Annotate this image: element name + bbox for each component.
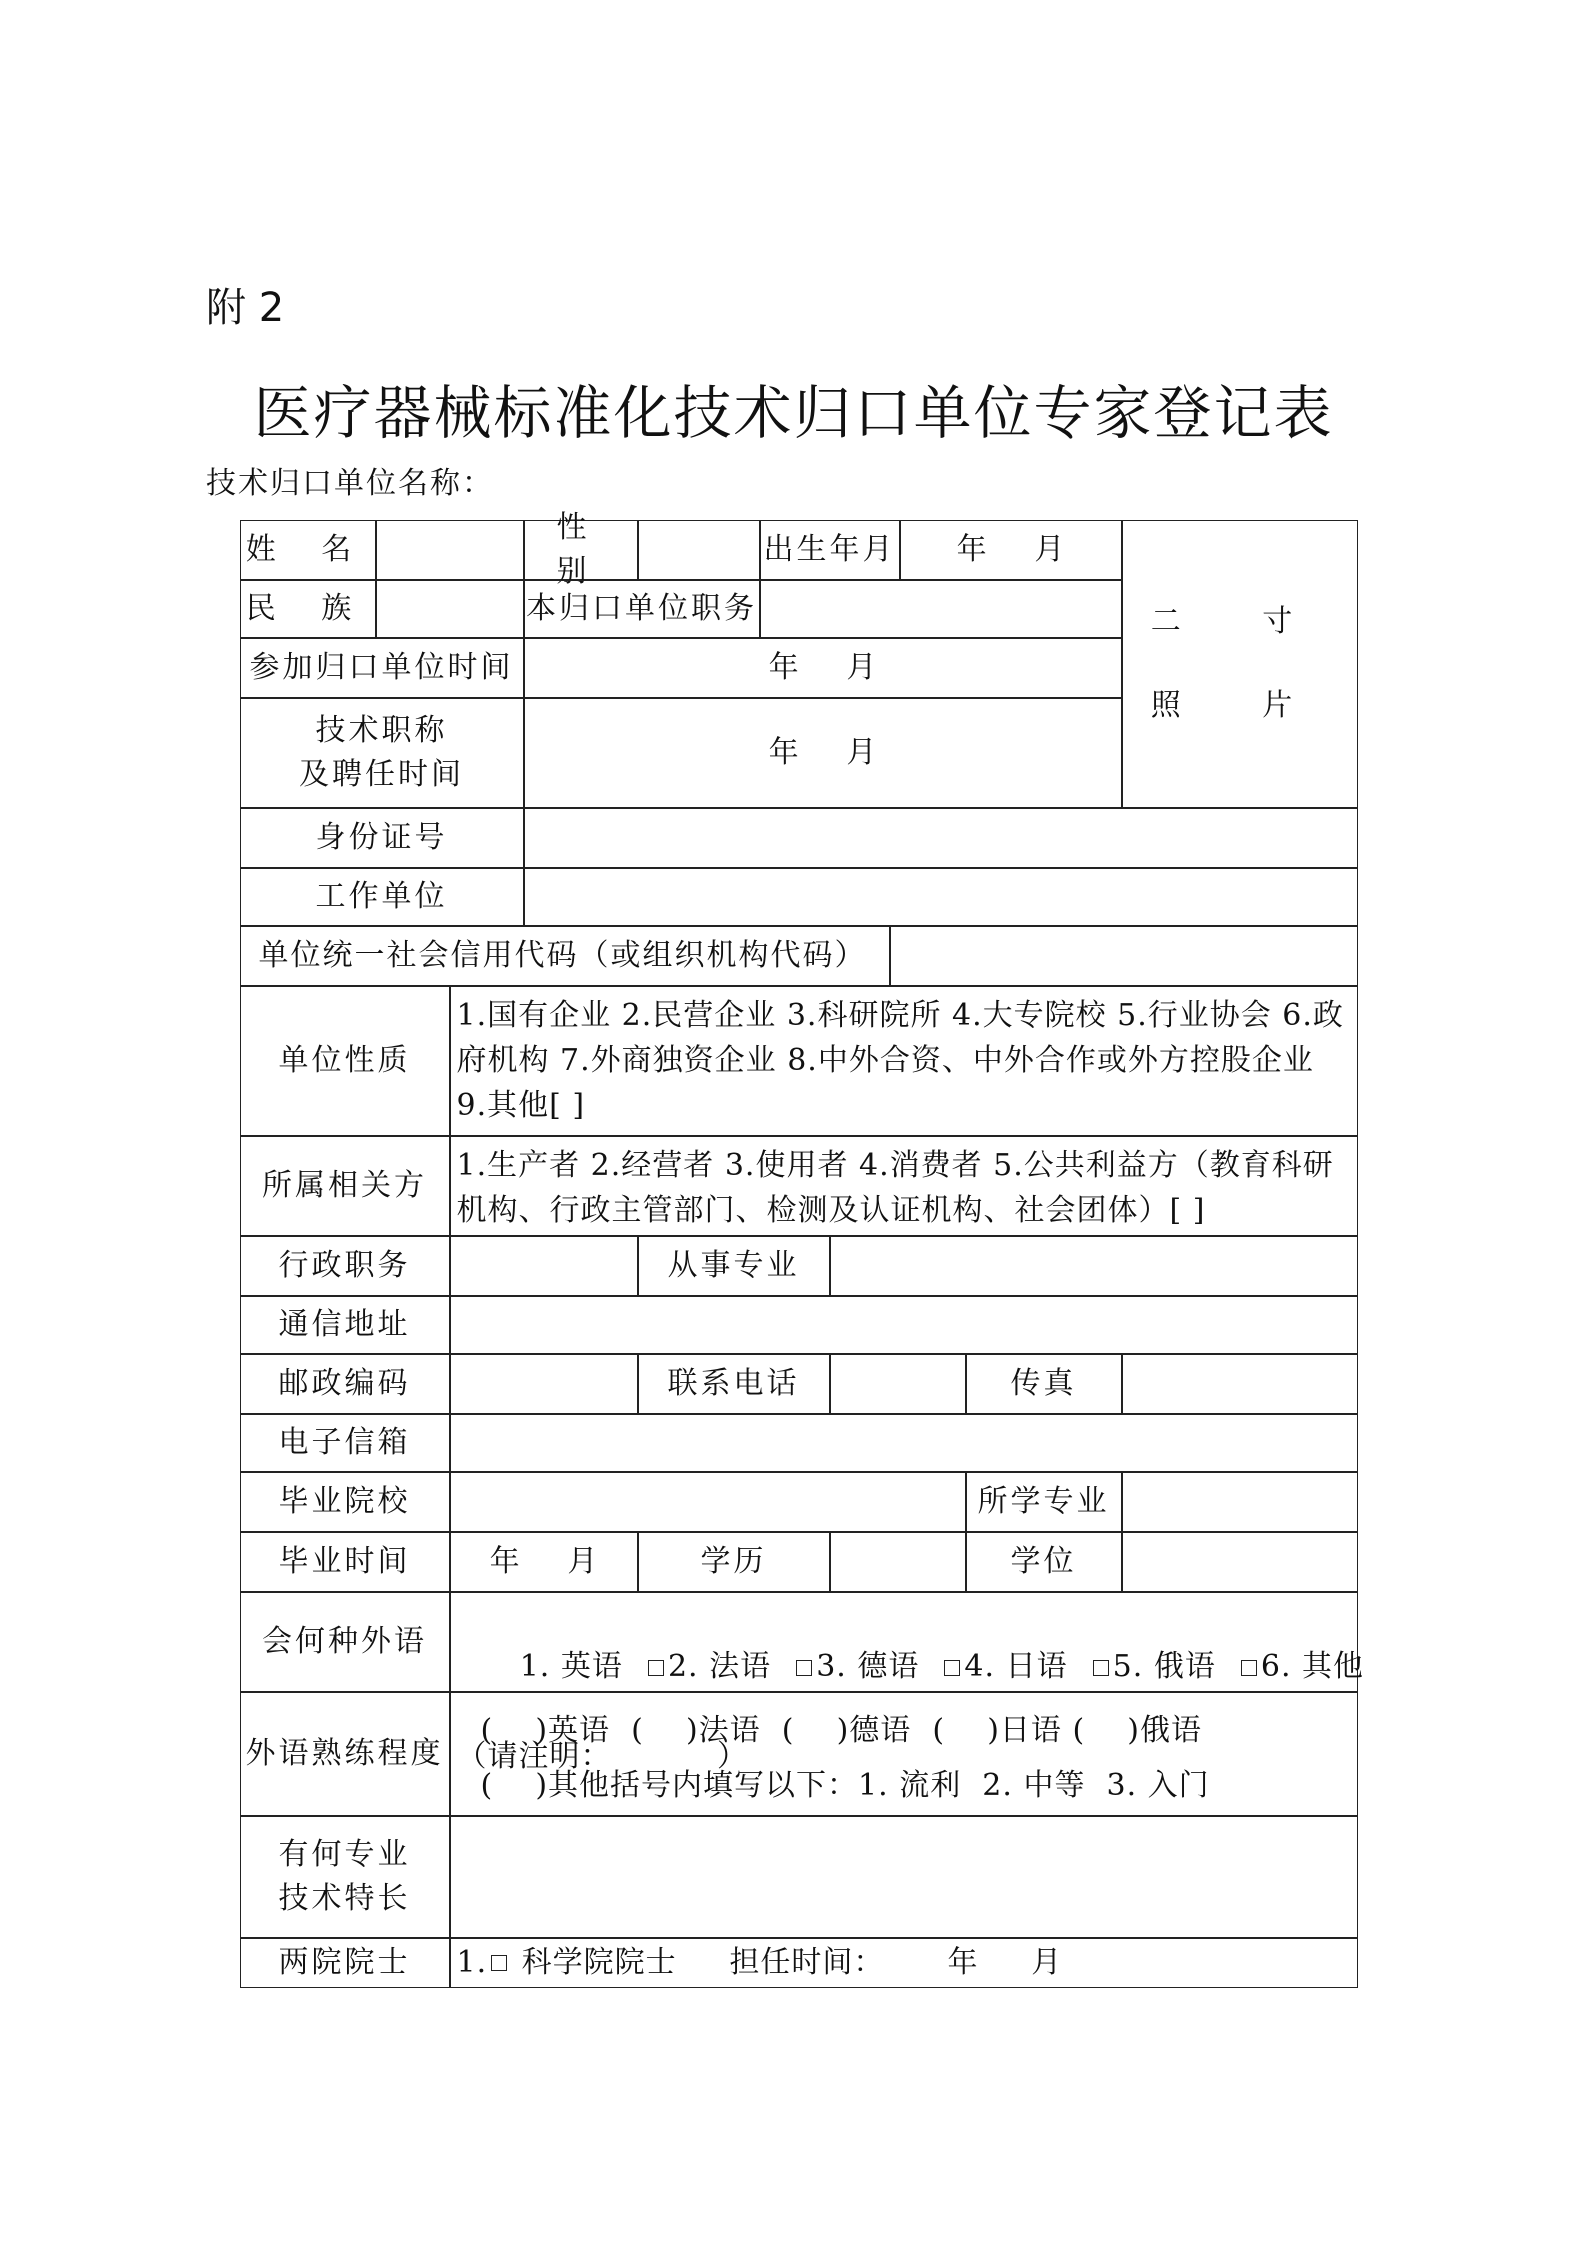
- checkbox-french-icon[interactable]: [796, 1660, 812, 1676]
- photo-label-line1: 二 寸: [1150, 603, 1329, 639]
- school-field[interactable]: [450, 1472, 966, 1532]
- degree-label: 学位: [966, 1532, 1122, 1592]
- language-other: 6. 其他: [1260, 1648, 1365, 1684]
- admin-position-field[interactable]: [450, 1236, 638, 1296]
- stakeholder-options[interactable]: 1.生产者 2.经营者 3.使用者 4.消费者 5.公共利益方（教育科研机构、行政主管部门、检测及认证机构、社会团体）[ ]: [450, 1136, 1358, 1236]
- position-label: 本归口单位职务: [524, 580, 760, 638]
- major-label: 所学专业: [966, 1472, 1122, 1532]
- credit-code-label: 单位统一社会信用代码（或组织机构代码）: [240, 926, 890, 986]
- language-english: 1. 英语: [519, 1648, 644, 1684]
- workplace-field[interactable]: [524, 868, 1358, 926]
- specialty-label: [240, 1816, 450, 1938]
- page-title: 医疗器械标准化技术归口单位专家登记表: [253, 379, 1334, 447]
- grad-time-label: 毕业时间: [240, 1532, 450, 1592]
- join-time-label: 参加归口单位时间: [240, 638, 524, 698]
- id-label: 身份证号: [240, 808, 524, 868]
- education-label: 学历: [638, 1532, 830, 1592]
- specialty-line1: 有何专业: [278, 1837, 411, 1872]
- profession-field[interactable]: [830, 1236, 1358, 1296]
- registration-form-table: [240, 510, 1365, 1988]
- phone-label: 联系电话: [638, 1354, 830, 1414]
- school-label: 毕业院校: [240, 1472, 450, 1532]
- academician-field[interactable]: [450, 1938, 1358, 1988]
- major-field[interactable]: [1122, 1472, 1358, 1532]
- email-label: 电子信箱: [240, 1414, 450, 1472]
- specialty-line2: 技术特长: [278, 1880, 411, 1916]
- tech-title-label: [240, 698, 524, 808]
- checkbox-english-icon[interactable]: [648, 1660, 664, 1676]
- proficiency-line1: ( )英语 ( )法语 ( )德语 ( )日语 ( )俄语: [480, 1712, 1203, 1748]
- checkbox-academician-icon[interactable]: [491, 1955, 507, 1971]
- join-time-field[interactable]: 年 月: [524, 638, 1122, 698]
- academician-label: 两院院士: [240, 1938, 450, 1988]
- language-japanese: 4. 日语: [964, 1648, 1089, 1684]
- tech-title-field[interactable]: 年 月: [524, 698, 1122, 808]
- language-russian: 5. 俄语: [1112, 1648, 1237, 1684]
- grad-time-field[interactable]: 年 月: [450, 1532, 638, 1592]
- stakeholder-label: 所属相关方: [240, 1136, 450, 1236]
- address-field[interactable]: [450, 1296, 1358, 1354]
- unit-nature-options[interactable]: 1.国有企业 2.民营企业 3.科研院所 4.大专院校 5.行业协会 6.政府机构 7.外商独资企业 8.中外合资、中外合作或外方控股企业 9.其他[ ]: [450, 986, 1358, 1136]
- credit-code-field[interactable]: [890, 926, 1358, 986]
- specialty-field[interactable]: [450, 1816, 1358, 1938]
- photo-label-line2: 照 片: [1150, 687, 1329, 723]
- fax-label: 传真: [966, 1354, 1122, 1414]
- checkbox-german-icon[interactable]: [944, 1660, 960, 1676]
- id-field[interactable]: [524, 808, 1358, 868]
- languages-label: 会何种外语: [240, 1592, 450, 1692]
- ethnicity-field[interactable]: [376, 580, 524, 638]
- academician-text: 科学院院士 担任时间： 年 月: [511, 1944, 1063, 1980]
- proficiency-label: 外语熟练程度: [240, 1692, 450, 1816]
- education-field[interactable]: [830, 1532, 966, 1592]
- proficiency-options[interactable]: [450, 1692, 1358, 1816]
- gender-field[interactable]: [638, 520, 760, 580]
- address-label: 通信地址: [240, 1296, 450, 1354]
- name-label: 姓 名: [240, 520, 376, 580]
- name-field[interactable]: [376, 520, 524, 580]
- languages-note: （请注明： ）: [456, 1738, 748, 1774]
- gender-label: 性 别: [524, 520, 638, 580]
- tech-title-line1: 技术职称: [315, 713, 448, 748]
- proficiency-line2: ( )其他括号内填写以下：1. 流利 2. 中等 3. 入门: [480, 1768, 1210, 1803]
- postcode-field[interactable]: [450, 1354, 638, 1414]
- attachment-label: 附 2: [206, 285, 285, 331]
- language-french: 2. 法语: [667, 1648, 793, 1684]
- email-field[interactable]: [450, 1414, 1358, 1472]
- phone-field[interactable]: [830, 1354, 966, 1414]
- birth-label: 出生年月: [760, 520, 900, 580]
- birth-field[interactable]: 年 月: [900, 520, 1122, 580]
- ethnicity-label: 民 族: [240, 580, 376, 638]
- profession-label: 从事专业: [638, 1236, 830, 1296]
- position-field[interactable]: [760, 580, 1122, 638]
- checkbox-russian-icon[interactable]: [1241, 1660, 1257, 1676]
- postcode-label: 邮政编码: [240, 1354, 450, 1414]
- photo-box[interactable]: [1122, 520, 1358, 808]
- unit-name-label: 技术归口单位名称：: [206, 466, 494, 501]
- language-german: 3. 德语: [816, 1648, 941, 1684]
- unit-nature-label: 单位性质: [240, 986, 450, 1136]
- degree-field[interactable]: [1122, 1532, 1358, 1592]
- fax-field[interactable]: [1122, 1354, 1358, 1414]
- checkbox-japanese-icon[interactable]: [1093, 1660, 1109, 1676]
- admin-position-label: 行政职务: [240, 1236, 450, 1296]
- tech-title-line2: 及聘任时间: [299, 756, 464, 792]
- workplace-label: 工作单位: [240, 868, 524, 926]
- academician-prefix: 1.: [456, 1944, 488, 1980]
